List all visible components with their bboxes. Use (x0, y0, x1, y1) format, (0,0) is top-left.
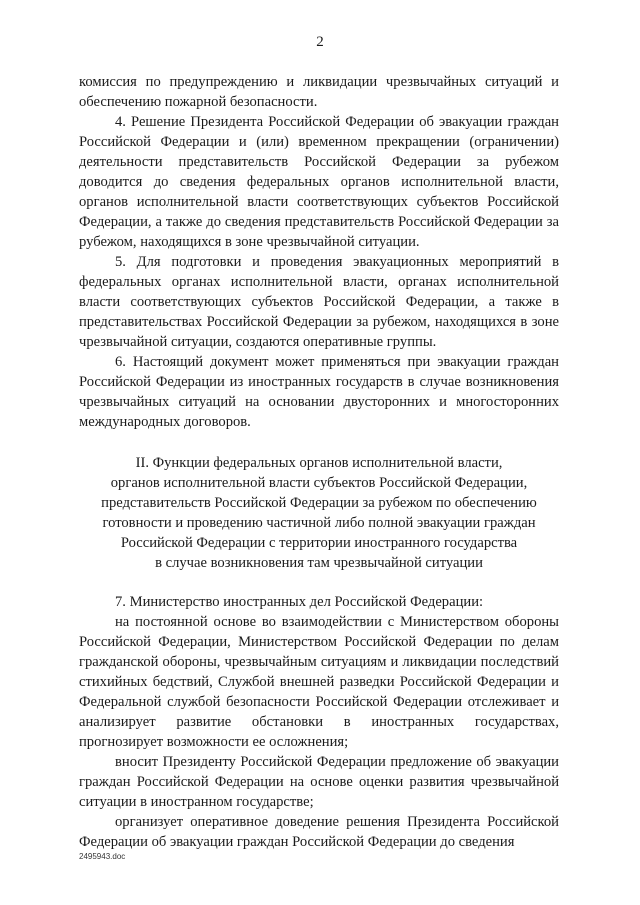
document-file-code: 2495943.doc (79, 852, 126, 861)
section-heading-line: органов исполнительной власти субъектов Российской Федерации, (110, 475, 528, 491)
section-heading-line: в случае возникновения там чрезвычайной ситуации (155, 555, 483, 571)
paragraph-item-4: 4. Решение Президента Российской Федерации об эвакуации граждан Российской Федерации и (или) временном прекращении (ограничении) деятельности представительств Российской Федерации за рубежом доводится до сведения федеральных органов исполнительной власти, органов исполнительной власти соответствующих субъектов Российской Федерации, а также до сведения представительств Российской Федерации за рубежом, находящихся в зоне чрезвычайной ситуации. (79, 114, 559, 250)
paragraph-item-6: 6. Настоящий документ может применяться при эвакуации граждан Российской Федерации из иностранных государств в случае возникновения чрезвычайных ситуаций на основании двусторонних и многосторонних международных договоров. (79, 354, 559, 430)
section-heading (79, 453, 559, 573)
section-heading-line: II. Функции федеральных органов исполнительной власти, (135, 455, 503, 471)
paragraph: вносит Президенту Российской Федерации предложение об эвакуации граждан Российской Федерации на основе оценки развития чрезвычайной ситуации в иностранном государстве; (79, 754, 559, 810)
section-heading-line: Российской Федерации с территории иностранного государства (120, 535, 518, 551)
document-body (79, 72, 559, 852)
paragraph-item-7: 7. Министерство иностранных дел Российской Федерации: (115, 594, 484, 610)
section-heading-line: представительств Российской Федерации за рубежом по обеспечению (101, 495, 537, 511)
paragraph: организует оперативное доведение решения Президента Российской Федерации об эвакуации граждан Российской Федерации до сведения (79, 814, 559, 850)
paragraph-item-5: 5. Для подготовки и проведения эвакуационных мероприятий в федеральных органах исполнительной власти, органах исполнительной власти соответствующих субъектов Российской Федерации, а также в представительствах Российской Федерации за рубежом, находящихся в зоне чрезвычайной ситуации, создаются оперативные группы. (79, 254, 559, 350)
paragraph: на постоянной основе во взаимодействии с Министерством обороны Российской Федерации, Министерством Российской Федерации по делам гражданской обороны, чрезвычайным ситуациям и ликвидации последствий стихийных бедствий, Службой внешней разведки Российской Федерации и Федеральной службой безопасности Российской Федерации отслеживает и анализирует развитие обстановки в иностранных государствах, прогнозирует возможности ее осложнения; (79, 614, 559, 750)
section-heading-line: готовности и проведению частичной либо полной эвакуации граждан (102, 515, 536, 531)
paragraph: комиссия по предупреждению и ликвидации чрезвычайных ситуаций и обеспечению пожарной безопасности. (79, 74, 559, 110)
page-number: 2 (316, 34, 324, 50)
